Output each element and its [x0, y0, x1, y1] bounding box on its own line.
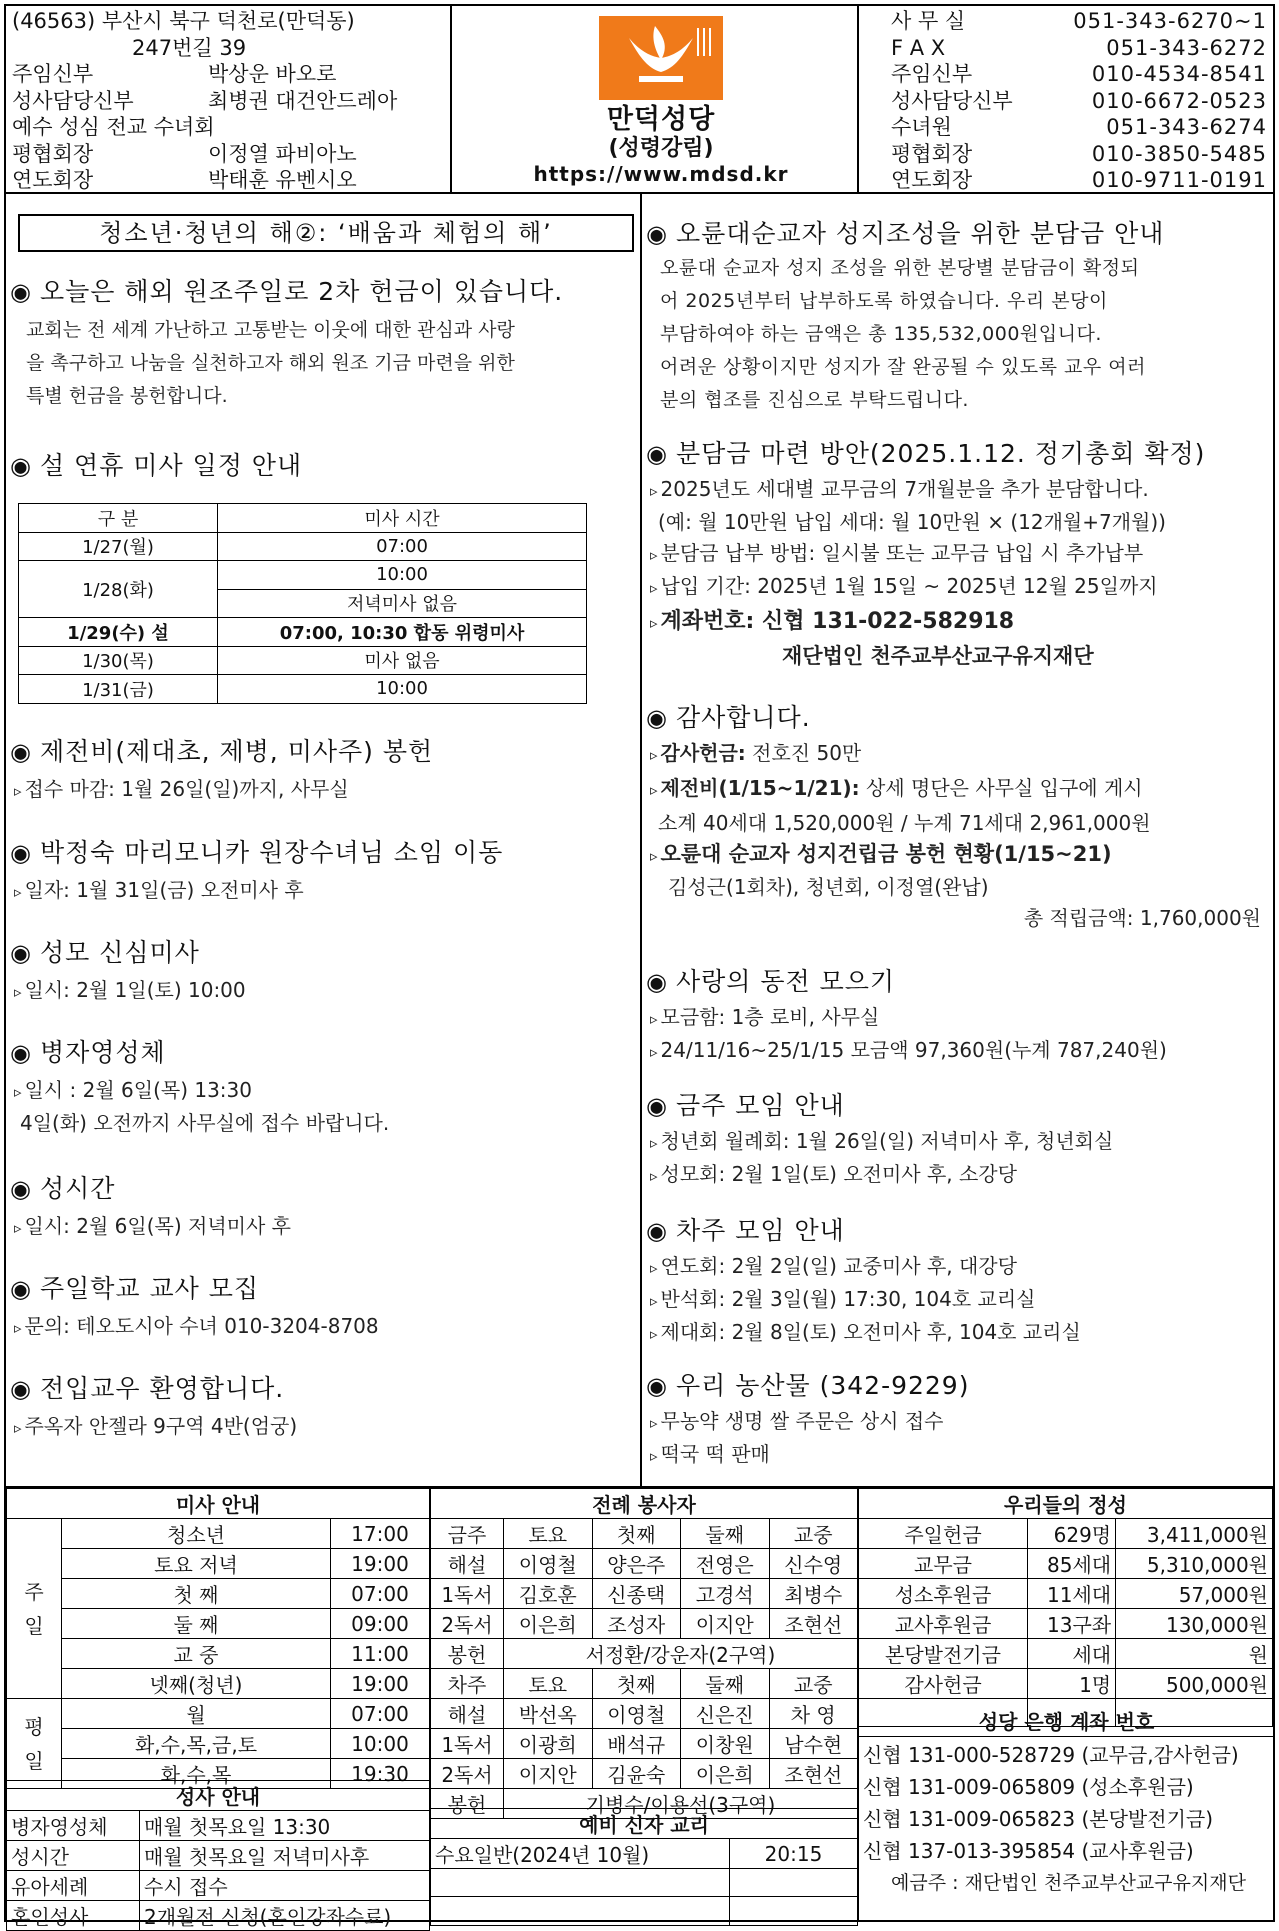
notice-marian-mass [10, 933, 635, 1008]
church-logo-block [476, 6, 846, 192]
col-header: 미사 시간 [218, 504, 587, 533]
cell: 본당발전기금 [859, 1639, 1028, 1669]
notice-farm-products [646, 1366, 1271, 1472]
cell: 최병수 [769, 1579, 858, 1609]
cell: 김윤숙 [592, 1759, 681, 1789]
label: 주임신부 [891, 62, 973, 86]
cell: 이창원 [681, 1729, 770, 1759]
cell: 09:00 [331, 1609, 430, 1639]
cell: 토요 저녁 [62, 1549, 331, 1579]
phone: 010-9711-0191 [1091, 168, 1267, 192]
table-title: 예비 신자 교리 [431, 1809, 858, 1839]
holiday-mass-table [18, 503, 587, 704]
cell: 둘 째 [62, 1609, 331, 1639]
cell: 교사후원금 [859, 1609, 1028, 1639]
cell: 배석규 [592, 1729, 681, 1759]
bank-account: 신협 131-009-065809 (성소후원금) [863, 1775, 1194, 1799]
cell: 주일헌금 [859, 1519, 1028, 1549]
bullet-circle-icon: ◉ [10, 738, 32, 766]
label: 주 [24, 1579, 44, 1604]
cell: 둘째 [681, 1519, 770, 1549]
section-title: 감사합니다. [675, 703, 811, 732]
cell: 매월 첫목요일 저녁미사후 [140, 1841, 430, 1871]
header-left [12, 8, 432, 194]
bullet-line: ▹ 주옥자 안젤라 9구역 4반(엄궁) [10, 1411, 635, 1444]
cell: 전영은 [681, 1549, 770, 1579]
bullet-circle-icon: ◉ [646, 704, 668, 732]
bullet-circle-icon: ◉ [10, 1175, 32, 1203]
cell: 원 [1116, 1639, 1273, 1669]
cell: 양은주 [592, 1549, 681, 1579]
cell: 07:00 [218, 532, 587, 561]
header-right [891, 8, 1271, 194]
cell: 2개월전 신청(혼인강좌수료) [140, 1901, 430, 1931]
bullet-line: ▹ 24/11/16~25/1/15 모금액 97,360원(누계 787,240원) [650, 1035, 1271, 1068]
bullet-line: ▹ 접수 마감: 1월 26일(일)까지, 사무실 [10, 774, 635, 807]
notice-coin-collection [646, 962, 1271, 1068]
cell: 김호훈 [504, 1579, 593, 1609]
label: 제전비(1/15~1/21): [660, 776, 860, 800]
col-header: 구 분 [19, 504, 218, 533]
cell: 13구좌 [1028, 1609, 1116, 1639]
cell: 20:15 [730, 1839, 858, 1869]
cell: 유아세례 [7, 1871, 140, 1901]
cell: 10:00 [218, 675, 587, 704]
section-title: 금주 모임 안내 [675, 1091, 845, 1120]
bullet-line: ▹ 모금함: 1층 로비, 사무실 [650, 1002, 1271, 1035]
notice-next-week-meetings [646, 1211, 1271, 1350]
text-line: 어 2025년부터 납부하도록 하였습니다. 우리 본당이 [660, 290, 1108, 312]
cell: 1/30(목) [19, 646, 218, 675]
cell: 첫 째 [62, 1579, 331, 1609]
label: 연도회장 [12, 168, 94, 192]
cell: 2독서 [431, 1609, 504, 1639]
cell: 1명 [1028, 1669, 1116, 1699]
cell: 감사헌금 [859, 1669, 1028, 1699]
section-title: 오륜대순교자 성지조성을 위한 분담금 안내 [675, 219, 1165, 248]
bullet-circle-icon: ◉ [646, 220, 668, 248]
cell: 성소후원금 [859, 1579, 1028, 1609]
section-title: 박정숙 마리모니카 원장수녀님 소임 이동 [39, 838, 504, 867]
cell: 11세대 [1028, 1579, 1116, 1609]
cell: 첫째 [592, 1669, 681, 1699]
column-divider [640, 192, 642, 1486]
bank-account: 신협 137-013-395854 (교사후원금) [863, 1839, 1194, 1863]
label: 평 [24, 1714, 44, 1739]
label: 예수 성심 전교 수녀회 [12, 115, 215, 139]
cell: 신수영 [769, 1549, 858, 1579]
bank-accounts [858, 1708, 1274, 1922]
value: 상세 명단은 사무실 입구에 게시 [859, 776, 1143, 800]
bullet-line: ▹ 일자: 1월 31일(금) 오전미사 후 [10, 875, 635, 908]
cell: 둘째 [681, 1669, 770, 1699]
notice-levy-plan [646, 434, 1271, 672]
section-title: 차주 모임 안내 [675, 1216, 845, 1245]
text-line: 김성근(1회차), 청년회, 이정열(완납) [668, 875, 989, 899]
cell: 봉헌 [431, 1639, 504, 1669]
church-name: 만덕성당 [606, 104, 716, 135]
bullet-line: ▹ 반석회: 2월 3일(월) 17:30, 104호 교리실 [650, 1284, 1271, 1317]
cell: 교 중 [62, 1639, 331, 1669]
notice-sick-communion [10, 1033, 635, 1139]
notice-holy-hour [10, 1169, 635, 1244]
cell: 07:00 [331, 1699, 430, 1729]
cell: 기병수/이용선(3구역) [504, 1789, 858, 1819]
cell: 1/31(금) [19, 675, 218, 704]
phone: 010-6672-0523 [1091, 88, 1267, 113]
cell: 서정환/강운자(2구역) [504, 1639, 858, 1669]
phone: 051-343-6272 [1106, 35, 1267, 60]
bullet-line: ▹ 2025년도 세대별 교무금의 7개월분을 추가 분담합니다. [650, 474, 1271, 507]
section-title: 주일학교 교사 모집 [39, 1274, 260, 1303]
total-amount: 총 적립금액: 1,760,000원 [1023, 906, 1261, 930]
bullet-line: ▹ 청년회 월례회: 1월 26일(일) 저녁미사 후, 청년회실 [650, 1126, 1271, 1159]
section-title: 분담금 마련 방안(2025.1.12. 정기총회 확정) [675, 439, 1206, 468]
text-line: 소계 40세대 1,520,000원 / 누계 71세대 2,961,000원 [658, 811, 1151, 835]
text-line: 특별 헌금을 봉헌합니다. [26, 385, 228, 407]
value: 전호진 50만 [745, 741, 862, 765]
address-line2: 247번길 39 [132, 35, 247, 60]
phone: 010-4534-8541 [1091, 62, 1267, 86]
label: 성사담당신부 [12, 88, 134, 113]
cell: 1/28(화) [19, 561, 218, 618]
liturgy-servers-table [430, 1488, 858, 1819]
address-line1: (46563) 부산시 북구 덕천로(만덕동) [12, 9, 355, 33]
bullet-line: ▹ 납입 기간: 2025년 1월 15일 ~ 2025년 12월 25일까지 [650, 571, 1271, 604]
section-title: 제전비(제대초, 제병, 미사주) 봉헌 [39, 737, 434, 766]
cell: 19:00 [331, 1669, 430, 1699]
bullet-line: ▹ 연도회: 2월 2일(일) 교중미사 후, 대강당 [650, 1251, 1271, 1284]
bullet-line: ▹ 일시: 2월 1일(토) 10:00 [10, 975, 635, 1008]
section-title: 오늘은 해외 원조주일로 2차 헌금이 있습니다. [39, 277, 564, 306]
cell: 10:00 [218, 561, 587, 590]
cell: 5,310,000원 [1116, 1549, 1273, 1579]
bullet-line: ▹ 일시 : 2월 6일(목) 13:30 [10, 1075, 635, 1108]
cell: 1독서 [431, 1729, 504, 1759]
bullet-circle-icon: ◉ [10, 452, 32, 480]
cell: 19:30 [331, 1759, 430, 1789]
header [6, 6, 1273, 194]
label: 사 무 실 [891, 9, 966, 33]
cell: 조현선 [769, 1609, 858, 1639]
cell: 교무금 [859, 1549, 1028, 1579]
cell: 이광희 [504, 1729, 593, 1759]
cell: 이은희 [681, 1759, 770, 1789]
cell: 조현선 [769, 1759, 858, 1789]
bullet-line: ▹ 문의: 테오도시아 수녀 010-3204-8708 [10, 1311, 635, 1344]
text-line: 4일(화) 오전까지 사무실에 접수 바랍니다. [20, 1111, 390, 1135]
text-line: 교회는 전 세계 가난하고 고통받는 이웃에 대한 관심과 사랑 [26, 319, 515, 341]
cell: 07:00, 10:30 합동 위령미사 [218, 618, 587, 647]
cell: 11:00 [331, 1639, 430, 1669]
bullet-circle-icon: ◉ [10, 278, 32, 306]
church-subtitle: (성령강림) [608, 136, 714, 161]
notice-this-week-meetings [646, 1086, 1271, 1192]
cell: 토요 [504, 1669, 593, 1699]
cell: 10:00 [331, 1729, 430, 1759]
notice-holiday-mass [10, 446, 635, 482]
value: 최병권 대건안드레아 [208, 88, 398, 113]
sunday-label [7, 1519, 62, 1699]
bullet-line: ▹ 일시: 2월 6일(목) 저녁미사 후 [10, 1211, 635, 1244]
church-url[interactable]: https://www.mdsd.kr [533, 162, 789, 186]
notice-teacher-recruit [10, 1269, 635, 1344]
cell: 교중 [769, 1669, 858, 1699]
cell: 차주 [431, 1669, 504, 1699]
phone: 010-3850-5485 [1091, 141, 1267, 166]
mass-schedule-table [6, 1488, 430, 1789]
cell: 화,수,목 [62, 1759, 331, 1789]
label: 수녀원 [891, 115, 952, 139]
cell: 17:00 [331, 1519, 430, 1549]
cell: 조성자 [592, 1609, 681, 1639]
bank-owner: 예금주 : 재단법인 천주교부산교구유지재단 [891, 1872, 1246, 1894]
bullet-line: ▹ 무농약 생명 쌀 주문은 상시 접수 [650, 1406, 1271, 1439]
section-title: 전입교우 환영합니다. [39, 1374, 285, 1403]
cell: 월 [62, 1699, 331, 1729]
label: F A X [891, 35, 946, 60]
bullet-circle-icon: ◉ [10, 1375, 32, 1403]
notice-sister-transfer [10, 833, 635, 908]
cell: 1/27(월) [19, 532, 218, 561]
table-title: 우리들의 정성 [859, 1489, 1273, 1519]
cell: 이은희 [504, 1609, 593, 1639]
cell: 넷째(청년) [62, 1669, 331, 1699]
section-title: 사랑의 동전 모으기 [675, 967, 896, 996]
cell: 신종택 [592, 1579, 681, 1609]
cell: 미사 없음 [218, 646, 587, 675]
cell: 수요일반(2024년 10월) [431, 1839, 730, 1869]
text-line: 을 촉구하고 나눔을 실천하고자 해외 원조 기금 마련을 위한 [26, 352, 515, 374]
cell: 이영철 [592, 1699, 681, 1729]
cell: 세대 [1028, 1639, 1116, 1669]
cell: 2독서 [431, 1759, 504, 1789]
notice-new-members [10, 1369, 635, 1444]
cell: 수시 접수 [140, 1871, 430, 1901]
bullet-circle-icon: ◉ [646, 440, 668, 468]
label: 주임신부 [12, 62, 94, 86]
bullet-line: ▹ 분담금 납부 방법: 일시불 또는 교무금 납입 시 추가납부 [650, 538, 1271, 571]
cell: 이지안 [681, 1609, 770, 1639]
church-logo-icon [599, 16, 723, 100]
label: 평협회장 [891, 141, 973, 166]
section-title: 병자영성체 [39, 1038, 166, 1067]
table-title: 미사 안내 [7, 1489, 430, 1519]
phone: 051-343-6274 [1106, 115, 1267, 139]
cell: 금주 [431, 1519, 504, 1549]
bullet-circle-icon: ◉ [10, 1275, 32, 1303]
cell: 병자영성체 [7, 1811, 140, 1841]
cell: 85세대 [1028, 1549, 1116, 1579]
cell: 130,000원 [1116, 1609, 1273, 1639]
text-line: 부담하여야 하는 금액은 총 135,532,000원입니다. [660, 323, 1102, 345]
notice-thanks [646, 698, 1271, 934]
account-holder: 재단법인 천주교부산교구유지재단 [782, 644, 1094, 668]
table-title: 전례 봉사자 [431, 1489, 858, 1519]
bullet-circle-icon: ◉ [646, 1217, 668, 1245]
bank-account: 신협 131-000-528729 (교무금,감사헌금) [863, 1743, 1239, 1767]
cell: 화,수,목,금,토 [62, 1729, 331, 1759]
bullet-circle-icon: ◉ [646, 1372, 668, 1400]
cell: 500,000원 [1116, 1669, 1273, 1699]
bullet-line: ▹ 제대회: 2월 8일(토) 오전미사 후, 104호 교리실 [650, 1317, 1271, 1350]
notice-shrine-levy [646, 214, 1271, 417]
cell: 차 영 [769, 1699, 858, 1729]
section-title: 성모 신심미사 [39, 938, 200, 967]
bullet-circle-icon: ◉ [10, 839, 32, 867]
bank-account: 신협 131-009-065823 (본당발전기금) [863, 1807, 1214, 1831]
bullet-circle-icon: ◉ [646, 968, 668, 996]
label: 감사헌금: [660, 741, 746, 765]
label: 일 [24, 1613, 44, 1638]
table-title: 성사 안내 [7, 1781, 430, 1811]
cell: 신은진 [681, 1699, 770, 1729]
cell: 토요 [504, 1519, 593, 1549]
table-title: 성당 은행 계좌 번호 [859, 1708, 1274, 1737]
text-line: 분의 협조를 진심으로 부탁드립니다. [660, 389, 969, 411]
account-number: ▹ 계좌번호: 신협 131-022-582918 [650, 604, 1271, 641]
bullet-line: ▹ 성모회: 2월 1일(토) 오전미사 후, 소강당 [650, 1159, 1271, 1192]
cell: 박선옥 [504, 1699, 593, 1729]
cell: 남수현 [769, 1729, 858, 1759]
cell: 07:00 [331, 1579, 430, 1609]
cell: 19:00 [331, 1549, 430, 1579]
bullet-circle-icon: ◉ [646, 1092, 668, 1120]
value: 이정열 파비아노 [208, 141, 357, 166]
value: 박상운 바오로 [208, 62, 337, 86]
bullet-circle-icon: ◉ [10, 1039, 32, 1067]
phone: 051-343-6270~1 [1073, 9, 1267, 33]
notice-overseas-aid [10, 272, 635, 413]
weekday-label [7, 1699, 62, 1789]
cell: 첫째 [592, 1519, 681, 1549]
cell: 고경석 [681, 1579, 770, 1609]
cell: 이영철 [504, 1549, 593, 1579]
cell: 매월 첫목요일 13:30 [140, 1811, 430, 1841]
text-line: ▹ 오륜대 순교자 성지건립금 봉헌 현황(1/15~21) [650, 839, 1271, 872]
label: 평협회장 [12, 141, 94, 166]
cell: 저녁미사 없음 [218, 589, 587, 618]
notice-offering-items [10, 732, 635, 807]
bulletin-page [4, 4, 1275, 1929]
offerings-table [858, 1488, 1273, 1727]
cell: 1독서 [431, 1579, 504, 1609]
catechumen-table [430, 1808, 858, 1926]
label: 성사담당신부 [891, 88, 1013, 113]
cell: 629명 [1028, 1519, 1116, 1549]
bullet-circle-icon: ◉ [10, 939, 32, 967]
cell: 교중 [769, 1519, 858, 1549]
year-theme-banner: 청소년·청년의 해②: ‘배움과 체험의 해’ [18, 214, 634, 252]
section-title: 우리 농산물 (342-9229) [675, 1371, 970, 1400]
cell: 해설 [431, 1549, 504, 1579]
label: 연도회장 [891, 168, 973, 192]
cell: 57,000원 [1116, 1579, 1273, 1609]
cell: 봉헌 [431, 1789, 504, 1819]
text-line: 어려운 상황이지만 성지가 잘 완공될 수 있도록 교우 여러 [660, 356, 1146, 378]
cell: 혼인성사 [7, 1901, 140, 1931]
cell: 청소년 [62, 1519, 331, 1549]
value: 박태훈 유벤시오 [208, 168, 357, 192]
bullet-line: ▹ 떡국 떡 판매 [650, 1439, 1271, 1472]
cell: 성시간 [7, 1841, 140, 1871]
label: 일 [24, 1748, 44, 1773]
section-title: 설 연휴 미사 일정 안내 [39, 451, 303, 480]
text-line: (예: 월 10만원 납입 세대: 월 10만원 × (12개월+7개월)) [658, 510, 1166, 534]
cell: 1/29(수) 설 [19, 618, 218, 647]
text-line: 오륜대 순교자 성지 조성을 위한 본당별 분담금이 확정되 [660, 257, 1140, 279]
cell: 3,411,000원 [1116, 1519, 1273, 1549]
cell: 이지안 [504, 1759, 593, 1789]
sacrament-table [6, 1780, 430, 1931]
cell: 해설 [431, 1699, 504, 1729]
section-title: 성시간 [39, 1174, 116, 1203]
